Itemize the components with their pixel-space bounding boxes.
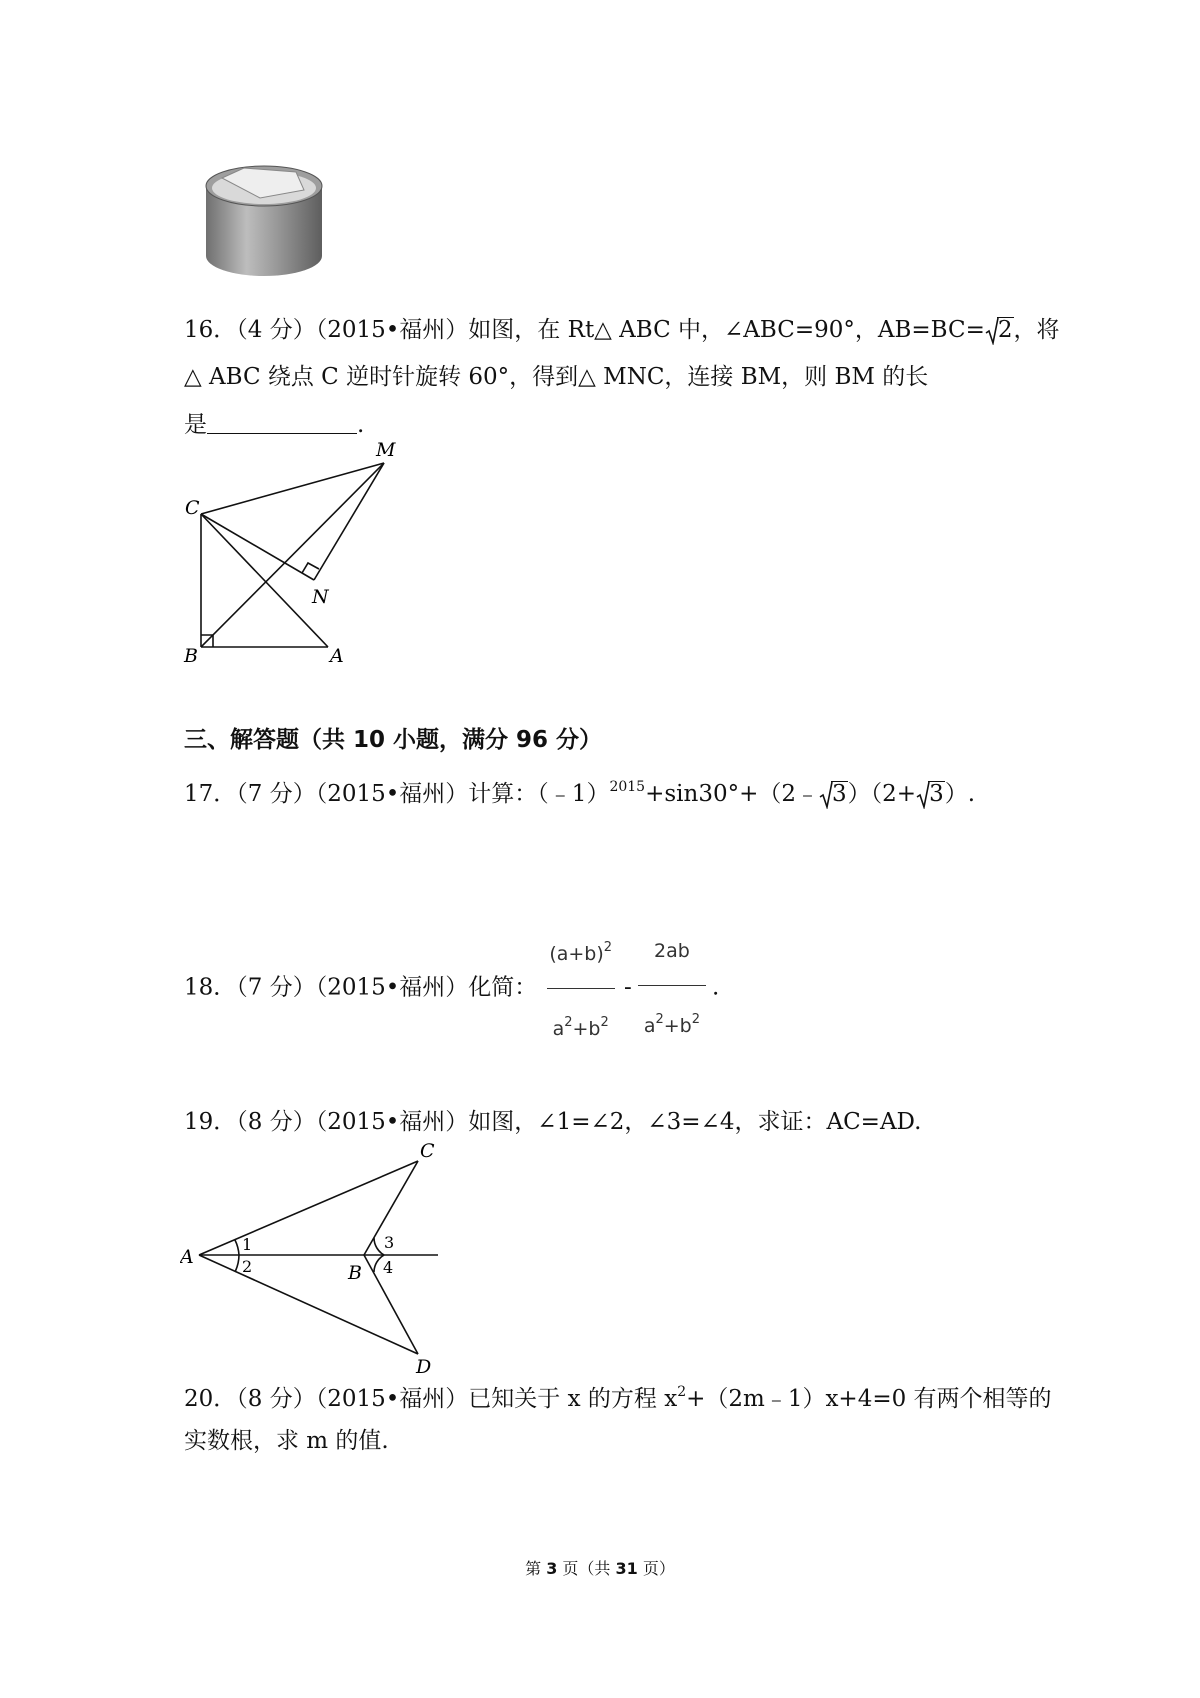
page-footer: 第 3 页（共 31 页） — [525, 1559, 675, 1578]
label-b: B — [184, 645, 198, 667]
sqrt-radical: 3 — [819, 778, 848, 810]
angle-label-4: 4 — [383, 1258, 394, 1277]
q16-text: 16．（4 分）（2015•福州）如图，在 Rt△ ABC 中，∠ABC=90°，AB=BC= — [184, 317, 985, 343]
page-number: 3 — [546, 1559, 558, 1578]
label-a: A — [330, 645, 344, 667]
angle-arc-2 — [235, 1255, 239, 1272]
angle-arc-1 — [235, 1240, 239, 1255]
fraction-2: $\frac{2ab}{a^2+b^2}$ — [638, 921, 706, 1056]
label-c: C — [185, 497, 200, 519]
question-19: 19．（8 分）（2015•福州）如图，∠1=∠2，∠3=∠4，求证：AC=AD. — [184, 1109, 922, 1135]
label-a: A — [180, 1246, 194, 1268]
label-c: C — [420, 1140, 435, 1162]
total-pages: 31 — [615, 1559, 638, 1578]
cylinder-image — [200, 160, 330, 280]
question-17: 17．（7 分）（2015•福州）计算：（﹣1）$^{2015}$+sin30°+（2﹣ 3）（2+ 3）. — [184, 771, 975, 810]
angle-label-3: 3 — [384, 1233, 395, 1252]
segment-bm — [201, 463, 384, 647]
sqrt-radical: 2 — [985, 314, 1014, 346]
fraction-1: $\frac{(a+b)^2}{a^2+b^2}$ — [543, 918, 618, 1059]
figure-19-kite-diagram — [180, 1135, 450, 1375]
label-d: D — [416, 1356, 432, 1375]
question-20-line-1: 20．（8 分）（2015•福州）已知关于 x 的方程 $x^2+(2m﹣1)x+4=0$ 有两个相等的 — [184, 1384, 1052, 1412]
figure-16-triangle-diagram — [180, 440, 430, 670]
question-16-line-3: 是 . — [184, 412, 365, 438]
answer-blank[interactable] — [207, 411, 357, 434]
question-20-line-2: 实数根，求 m 的值. — [184, 1428, 389, 1454]
label-b: B — [348, 1262, 362, 1284]
angle-arc-3 — [374, 1238, 384, 1255]
segment-cn — [201, 514, 314, 580]
segment-nm — [314, 463, 384, 580]
section-heading: 三、解答题（共 10 小题，满分 96 分） — [184, 727, 603, 753]
sqrt-radical: 3 — [916, 778, 945, 810]
angle-label-1: 1 — [242, 1235, 253, 1254]
segment-cm — [201, 463, 384, 514]
question-18: 18．（7 分）（2015•福州）化简： $\frac{(a+b)^2}{a^2+b^2}$ - $\frac{2ab}{a^2+b^2}$ . — [184, 918, 719, 1059]
label-m: M — [376, 440, 396, 461]
right-angle-mark-n — [302, 563, 319, 573]
label-n: N — [312, 586, 329, 608]
question-16-line-1: 16．（4 分）（2015•福州）如图，在 Rt△ ABC 中，∠ABC=90°，AB=BC= 2，将 — [184, 314, 1060, 346]
question-16-line-2: △ ABC 绕点 C 逆时针旋转 60°，得到△ MNC，连接 BM，则 BM 的长 — [184, 364, 929, 390]
angle-label-2: 2 — [242, 1257, 253, 1276]
